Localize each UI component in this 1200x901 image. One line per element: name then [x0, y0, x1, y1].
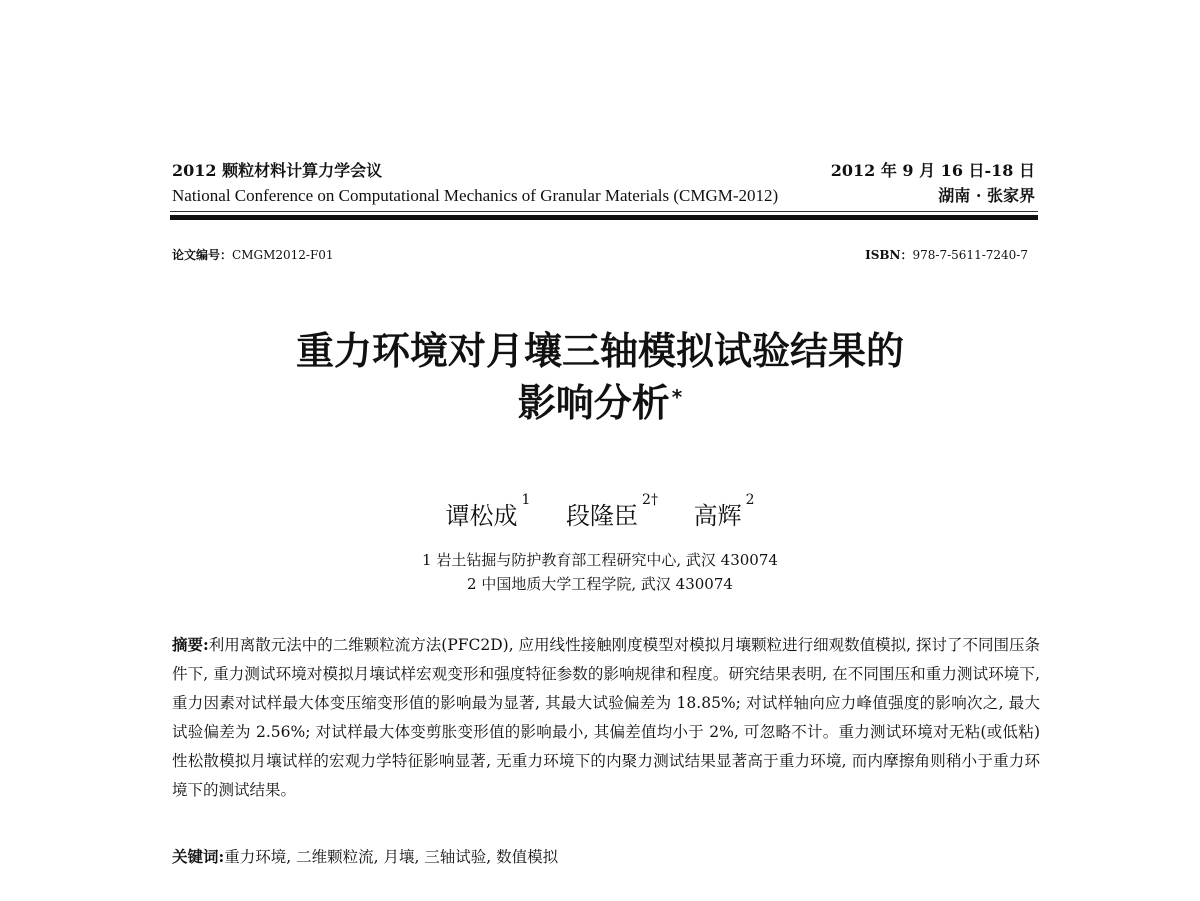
keywords-label: 关键词: — [172, 847, 225, 866]
title-line-2: 影响分析 — [517, 381, 670, 425]
title-line-1: 重力环境对月壤三轴模拟试验结果的 — [295, 329, 904, 373]
paper-id-label: 论文编号： — [172, 248, 233, 262]
conference-name-en: National Conference on Computational Mechanics of Granular Materials (CMGM-2012) — [172, 186, 779, 205]
keywords-text: 重力环境, 二维颗粒流, 月壤, 三轴试验, 数值模拟 — [224, 848, 559, 866]
isbn-label: ISBN： — [865, 248, 913, 262]
affiliation: 2 中国地质大学工程学院, 武汉 430074 — [467, 575, 733, 593]
abstract-text: 利用离散元法中的二维颗粒流方法(PFC2D), 应用线性接触刚度模型对模拟月壤颗粒进行细观数值模拟, 探讨了不同围压条件下, 重力测试环境对模拟月壤试样宏观变形和强度特征参数的影响规律和程度。研究结果表明, 在不同围压和重力测试环境下, 重力因素对试样最大体变压缩变形值的影响最为显著, 其最大试验偏差为 18.85%; 对试样轴向应力峰值强度的影响次之, 最大试验偏差为 2.56%; 对试样最大体变剪胀变形值的影响最小, 其偏差值均小于 2%, 可忽略不计。重力测试环境对无粘(或低粘)性松散模拟月壤试样的宏观力学特征影响显著, 无重力环境下的内聚力测试结果显著高于重力环境, 而内摩擦角则稍小于重力环境下的测试结果。 — [172, 636, 1040, 799]
affiliation: 1 岩土钻掘与防护教育部工程研究中心, 武汉 430074 — [422, 551, 778, 569]
author-name: 段隆臣 — [566, 502, 639, 530]
isbn-value: 978-7-5611-7240-7 — [912, 248, 1028, 262]
author — [693, 492, 755, 530]
abstract — [172, 630, 1040, 805]
author — [566, 492, 658, 530]
conference-date-location — [831, 158, 1035, 208]
author-affiliation-mark: 2† — [642, 492, 658, 508]
paper-title — [0, 325, 1200, 429]
author-affiliation-mark: 1 — [521, 492, 531, 508]
keywords — [172, 845, 558, 867]
paper-id — [172, 246, 334, 263]
author-name: 高辉 — [693, 502, 742, 530]
author-affiliation-mark: 2 — [745, 492, 755, 508]
header-divider-thin — [170, 211, 1038, 212]
abstract-label: 摘要: — [172, 635, 209, 654]
conference-location: 湖南 · 张家界 — [938, 186, 1035, 205]
author — [445, 492, 531, 530]
conference-date: 2012 年 9 月 16 日-18 日 — [830, 161, 1035, 180]
author-name: 谭松成 — [445, 502, 518, 530]
header-divider-thick — [170, 215, 1038, 220]
paper-id-value: CMGM2012-F01 — [232, 248, 334, 262]
conference-name-cn: 2012 颗粒材料计算力学会议 — [172, 161, 383, 180]
author-list — [0, 492, 1200, 531]
isbn — [865, 246, 1028, 263]
title-footnote-mark: * — [671, 385, 683, 409]
conference-header — [172, 158, 778, 208]
affiliations — [0, 548, 1200, 596]
